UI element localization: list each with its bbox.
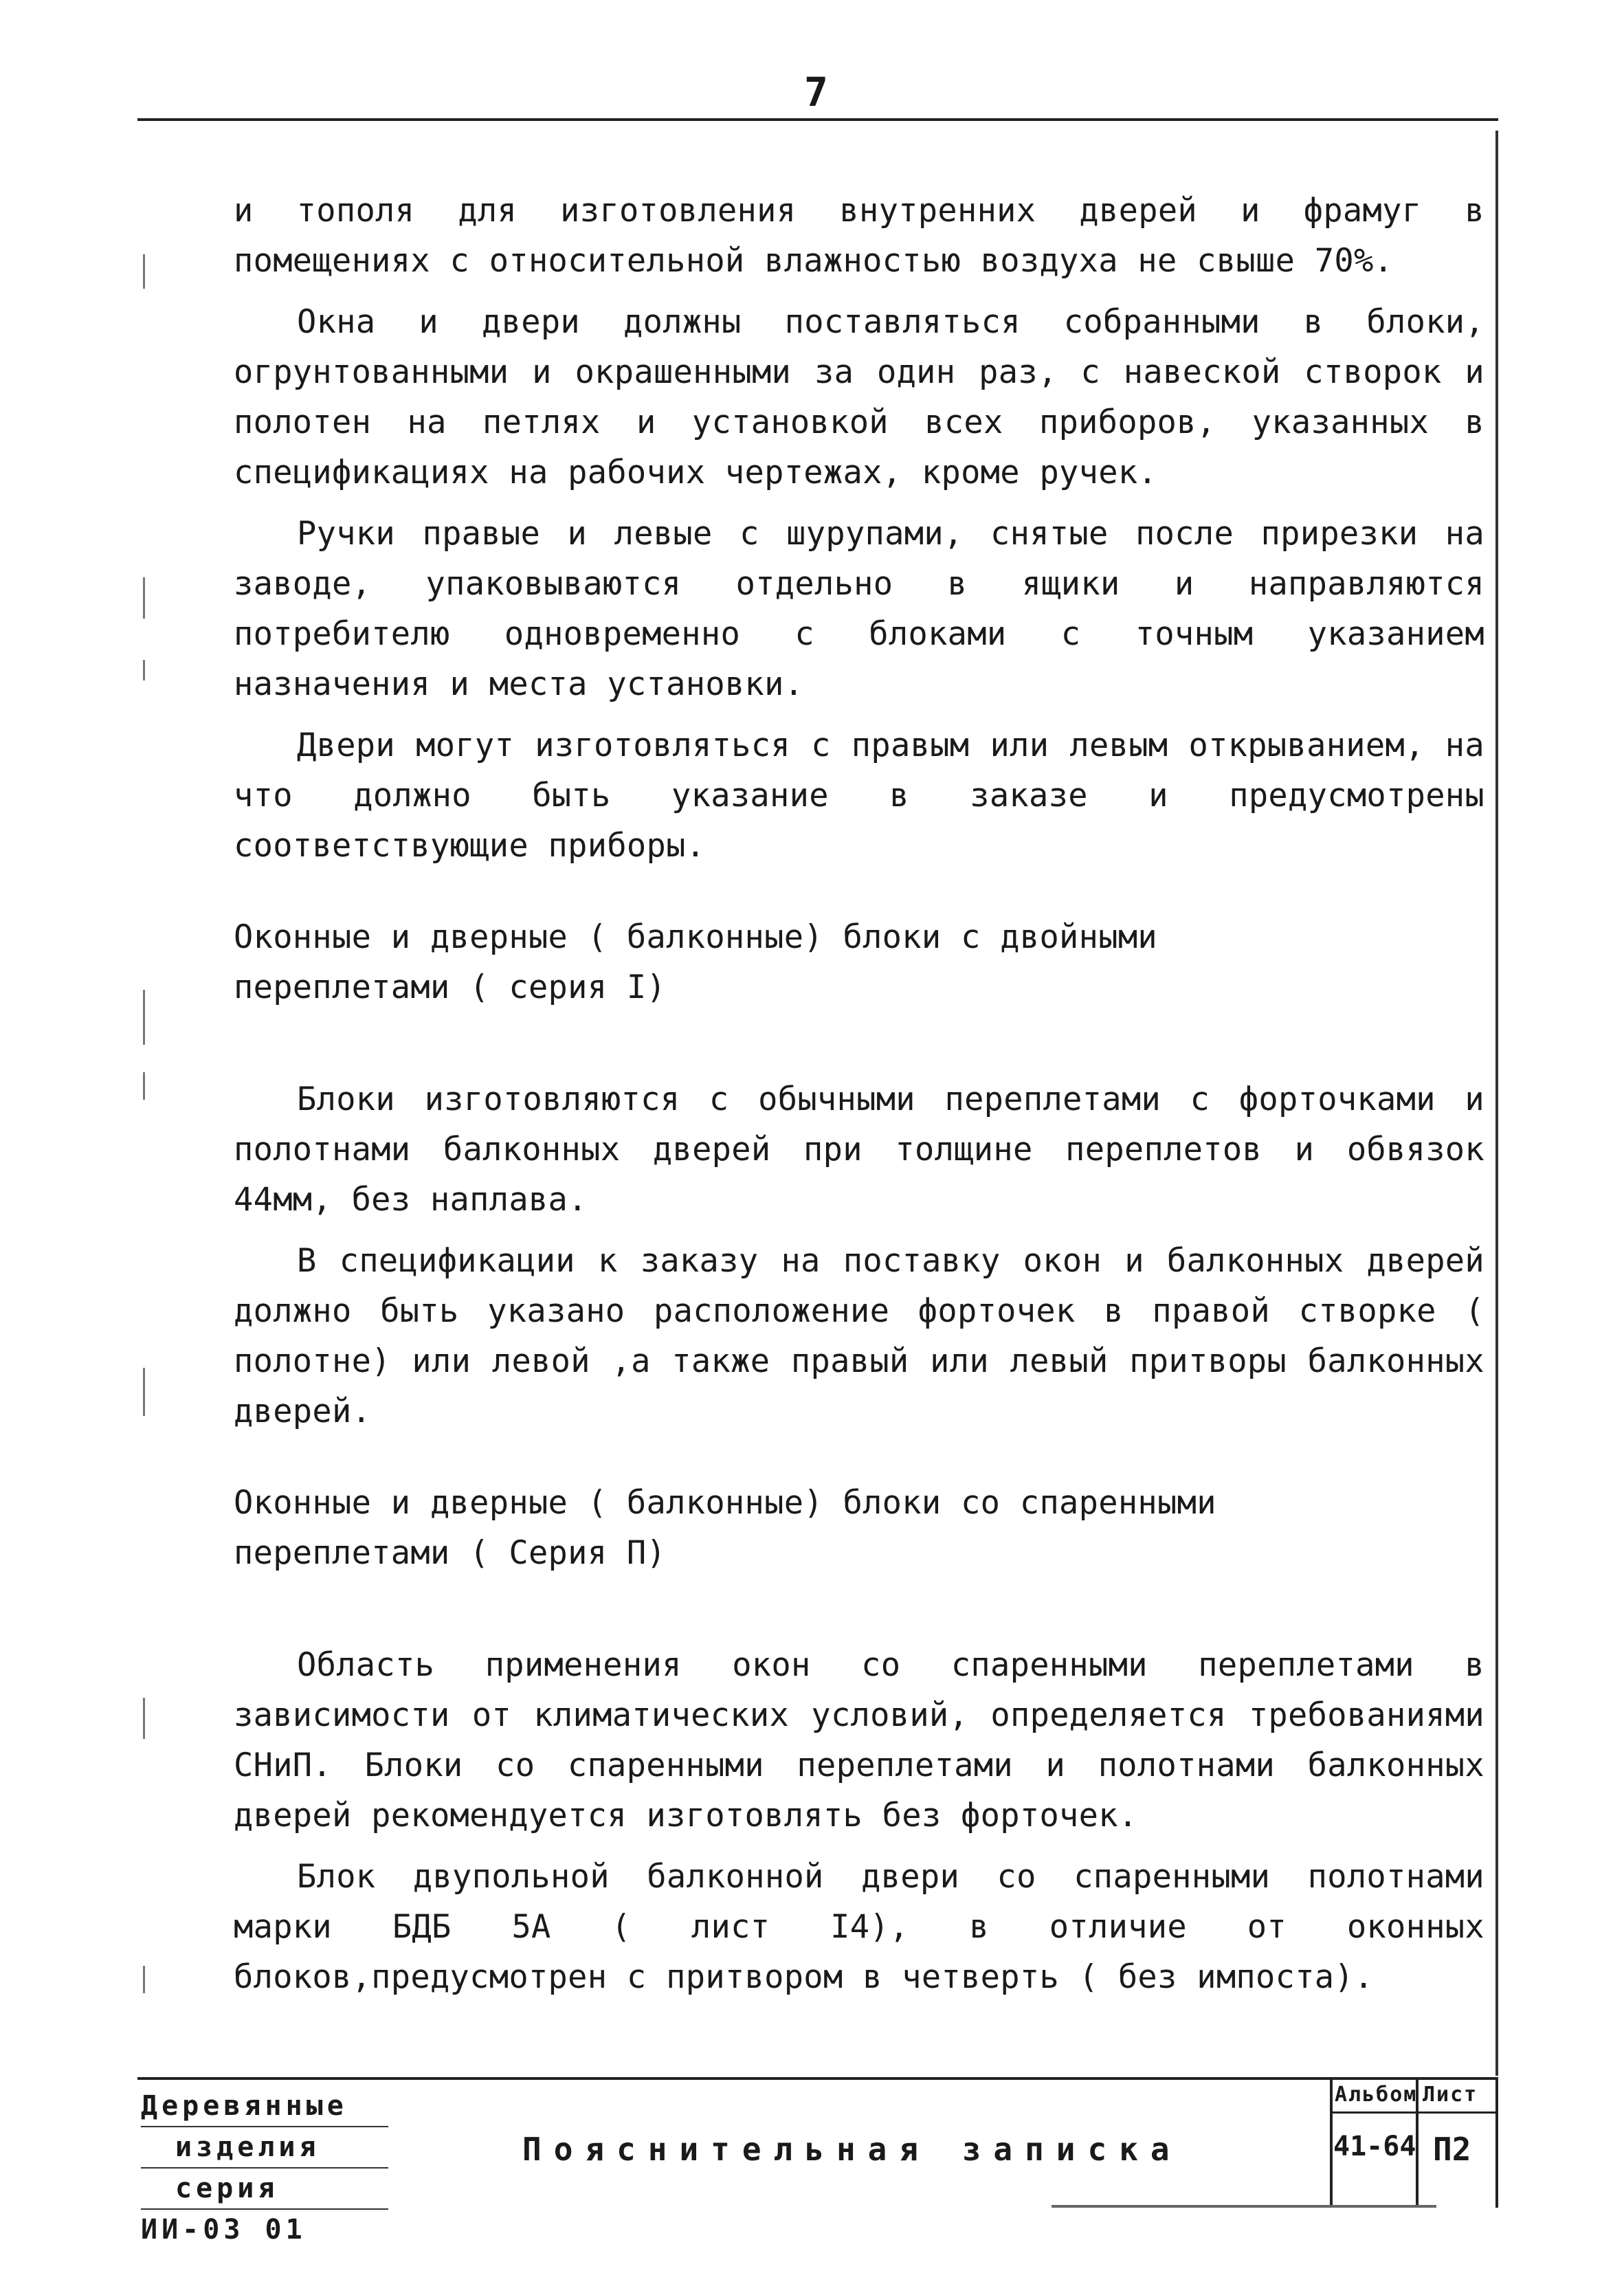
right-border [1495, 131, 1498, 2076]
margin-mark [143, 1698, 145, 1739]
bottom-rule [1052, 2205, 1436, 2208]
paragraph: Блок двупольной балконной двери со спаренными полотнами марки БДБ 5А ( лист I4), в отличие от оконных блоков,предусмотрен с притвором в четверть ( без импоста). [234, 1858, 1484, 1996]
title-block-divider [1495, 2077, 1498, 2208]
margin-mark [143, 1966, 145, 1993]
paragraph: Ручки правые и левые с шурупами, снятые после прирезки на заводе, упаковываются отдельно в ящики и направляются потребителю одновременно с блоками с точным указанием назначения и места установки. [234, 515, 1484, 703]
title-block-divider [1330, 2077, 1333, 2208]
paragraph: Блоки изготовляются с обычными переплетами с форточками и полотнами балконных дверей при толщине переплетов и обвязок 44мм, без наплава. [234, 1080, 1484, 1219]
margin-mark [143, 990, 145, 1045]
series-line-3: серия [141, 2169, 388, 2210]
margin-mark [143, 660, 145, 680]
paragraph: и тополя для изготовления внутренних дверей и фрамуг в помещениях с относительной влажностью воздуха не свыше 70%. [234, 192, 1484, 280]
margin-mark [143, 1368, 145, 1416]
top-rule [137, 118, 1498, 121]
paragraph: Область применения окон со спаренными переплетами в зависимости от климатических условий, определяется требованиями СНиП. Блоки со спаренными переплетами и полотнами балконных дверей рекомендуется изготовлять без форточек. [234, 1646, 1484, 1834]
margin-mark [143, 254, 145, 289]
album-value: 41-64 [1333, 2131, 1416, 2162]
sheet-label: Лист [1423, 2083, 1478, 2107]
section-heading: Оконные и дверные ( балконные) блоки со спаренными переплетами ( Серия П) [234, 1484, 1216, 1572]
series-line-1: Деревянные [141, 2086, 388, 2127]
margin-mark [143, 1072, 145, 1100]
page-number: 7 [804, 69, 828, 115]
series-info [141, 2086, 416, 2250]
paragraph: В спецификации к заказу на поставку окон и балконных дверей должно быть указано расположение форточек в правой створке ( полотне) или левой ,а также правый или левый притворы балконных дверей. [234, 1242, 1484, 1430]
title-block-rule [137, 2077, 1498, 2080]
paragraph: Двери могут изготовляться с правым или левым открыванием, на что должно быть указание в заказе и предусмотрены соответствующие приборы. [234, 727, 1484, 865]
series-line-4: ИИ-03 01 [141, 2214, 307, 2246]
document-title: Пояснительная записка [522, 2131, 1182, 2168]
album-label: Альбом [1335, 2083, 1418, 2107]
sheet-value: П2 [1433, 2131, 1471, 2168]
margin-mark [143, 577, 145, 619]
paragraph: Окна и двери должны поставляться собранными в блоки, огрунтованными и окрашенными за один раз, с навеской створок и полотен на петлях и установкой всех приборов, указанных в спецификациях на рабочих чертежах, кроме ручек. [234, 303, 1484, 491]
series-line-2: изделия [141, 2127, 388, 2169]
title-block-divider [1330, 2111, 1498, 2114]
body-text [234, 186, 1484, 2013]
section-heading: Оконные и дверные ( балконные) блоки с двойными переплетами ( серия I) [234, 918, 1158, 1006]
